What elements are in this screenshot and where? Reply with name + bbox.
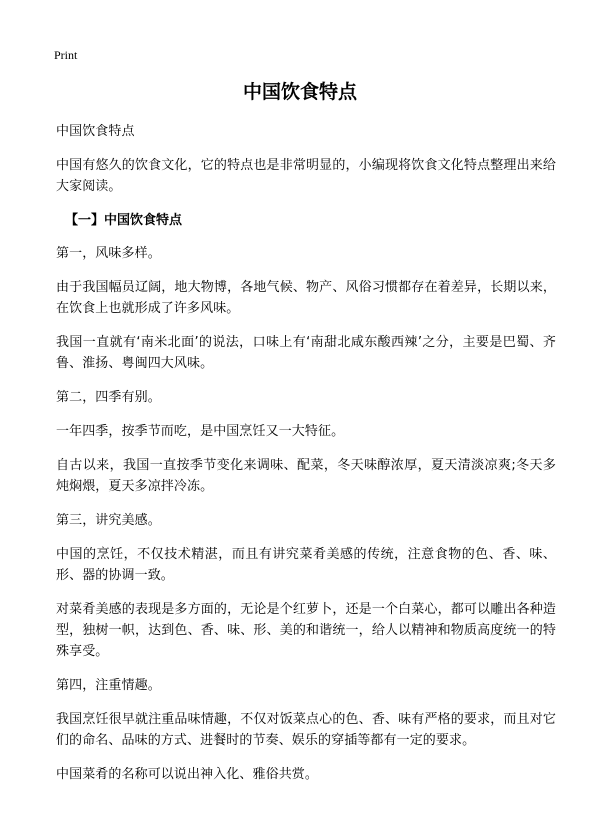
article-subtitle: 中国饮食特点 [56, 124, 135, 139]
paragraph-12: 中国菜肴的名称可以说出神入化、雅俗共赏。 [56, 767, 319, 782]
paragraph-1: 第一，风味多样。 [56, 246, 161, 261]
paragraph-11: 我国烹饪很早就注重品味情趣，不仅对饭菜点心的色、香、味有严格的要求，而且对它们的命名、品味的方式、进餐时的节奏、娱乐的穿插等都有一定的要求。 [56, 712, 556, 748]
paragraph-10: 第四，注重情趣。 [56, 678, 161, 693]
paragraph-6: 自古以来，我国一直按季节变化来调味、配菜，冬天味醇浓厚，夏天清淡凉爽;冬天多炖焖煨，夏天多凉拌冷冻。 [56, 458, 556, 494]
paragraph-4: 第二，四季有别。 [56, 390, 161, 405]
paragraph-8: 中国的烹饪，不仅技术精湛，而且有讲究菜肴美感的传统，注意食物的色、香、味、形、器的协调一致。 [56, 547, 556, 583]
paragraph-9: 对菜肴美感的表现是多方面的，无论是个红萝卜，还是一个白菜心，都可以雕出各种造型，独树一帜，达到色、香、味、形、美的和谐统一，给人以精神和物质高度统一的特殊享受。 [56, 602, 556, 659]
print-link[interactable]: Print [54, 48, 78, 62]
intro-paragraph: 中国有悠久的饮食文化，它的特点也是非常明显的，小编现将饮食文化特点整理出来给大家阅读。 [56, 158, 556, 194]
paragraph-7: 第三，讲究美感。 [56, 513, 161, 528]
paragraph-2: 由于我国幅员辽阔，地大物博，各地气候、物产、风俗习惯都存在着差异，长期以来，在饮食上也就形成了许多风味。 [56, 280, 556, 316]
paragraph-5: 一年四季，按季节而吃，是中国烹饪又一大特征。 [56, 424, 345, 439]
page-title: 中国饮食特点 [242, 81, 357, 103]
paragraph-3: 我国一直就有‘南米北面’的说法，口味上有‘南甜北咸东酸西辣’之分，主要是巴蜀、齐鲁、淮扬、粤闽四大风味。 [56, 335, 556, 371]
section-heading: 【一】中国饮食特点 [65, 213, 183, 228]
article-body [56, 121, 556, 798]
